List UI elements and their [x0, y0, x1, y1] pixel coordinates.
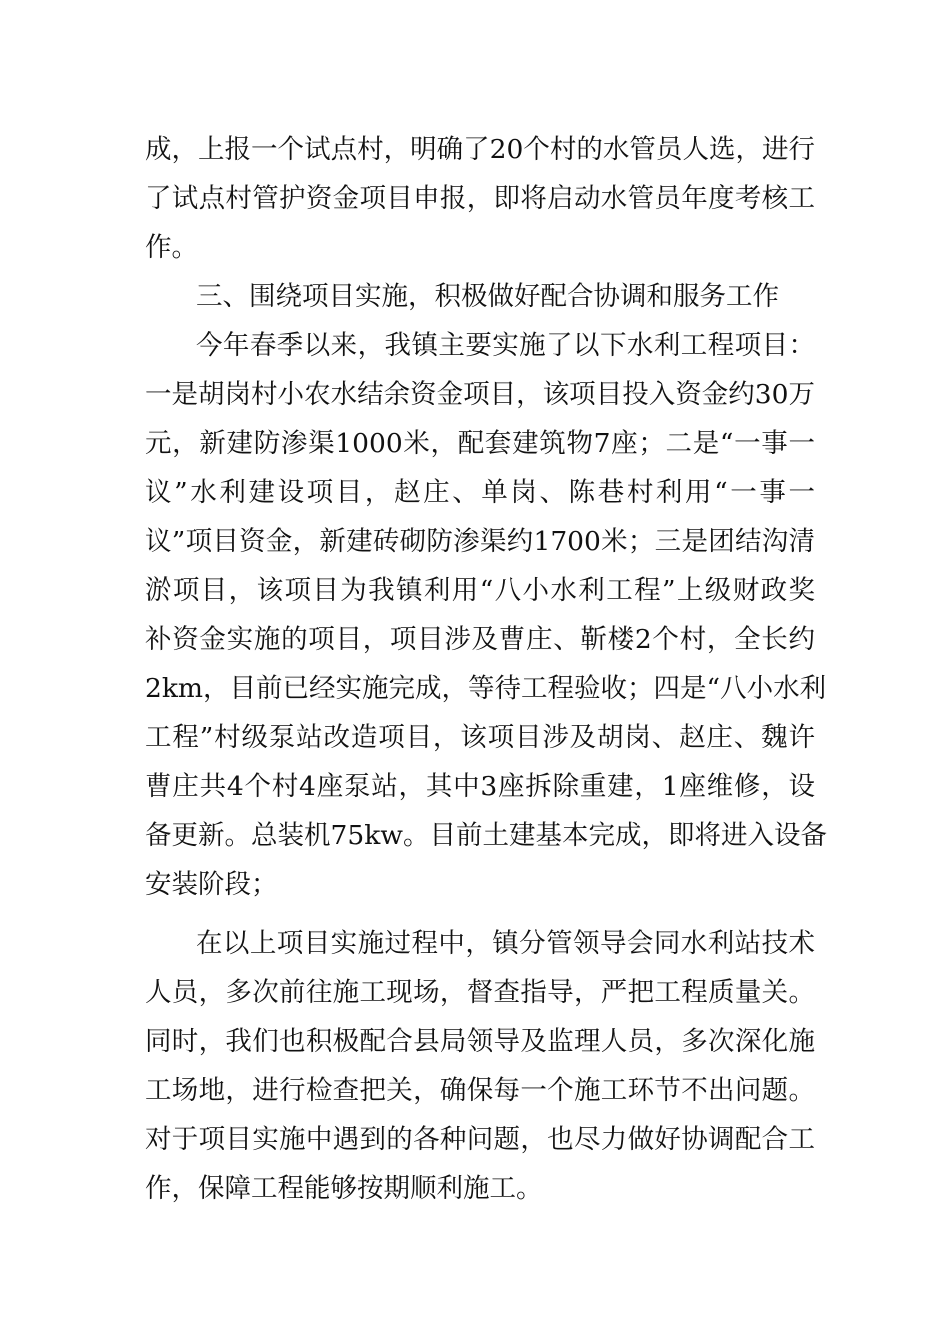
- text-line: 元，新建防渗渠1000米，配套建筑物7座；二是“一事一: [145, 428, 815, 459]
- text-line: 人员，多次前往施工现场，督查指导，严把工程质量关。: [145, 977, 815, 1008]
- text-line: 淤项目，该项目为我镇利用“八小水利工程”上级财政奖: [145, 575, 815, 606]
- text-line: 议”项目资金，新建砖砌防渗渠约1700米；三是团结沟清: [145, 526, 815, 557]
- text-line: 曹庄共4个村4座泵站，其中3座拆除重建，1座维修，设: [145, 771, 815, 802]
- text-line: 2km，目前已经实施完成，等待工程验收；四是“八小水利: [145, 673, 827, 704]
- text-line: 一是胡岗村小农水结余资金项目，该项目投入资金约30万: [145, 379, 815, 410]
- text-line: 工场地，进行检查把关，确保每一个施工环节不出问题。: [145, 1075, 815, 1106]
- text-line: 在以上项目实施过程中，镇分管领导会同水利站技术: [196, 928, 815, 959]
- text-line: 备更新。总装机75kw。目前土建基本完成，即将进入设备: [145, 820, 827, 851]
- text-line: 作。: [145, 232, 198, 263]
- text-line: 成，上报一个试点村，明确了20个村的水管员人选，进行: [145, 134, 815, 165]
- text-line: 同时，我们也积极配合县局领导及监理人员，多次深化施: [145, 1026, 815, 1057]
- section-heading: 三、围绕项目实施，积极做好配合协调和服务工作: [196, 281, 779, 312]
- text-line: 议”水利建设项目，赵庄、单岗、陈巷村利用“一事一: [145, 477, 815, 508]
- text-line: 补资金实施的项目，项目涉及曹庄、靳楼2个村，全长约: [145, 624, 815, 655]
- text-line: 了试点村管护资金项目申报，即将启动水管员年度考核工: [145, 183, 815, 214]
- text-line: 工程”村级泵站改造项目，该项目涉及胡岗、赵庄、魏许: [145, 722, 815, 753]
- text-line: 今年春季以来，我镇主要实施了以下水利工程项目：: [196, 330, 815, 361]
- text-line: 安装阶段；: [145, 869, 278, 900]
- text-line: 作，保障工程能够按期顺利施工。: [145, 1173, 543, 1204]
- text-line: 对于项目实施中遇到的各种问题，也尽力做好协调配合工: [145, 1124, 815, 1155]
